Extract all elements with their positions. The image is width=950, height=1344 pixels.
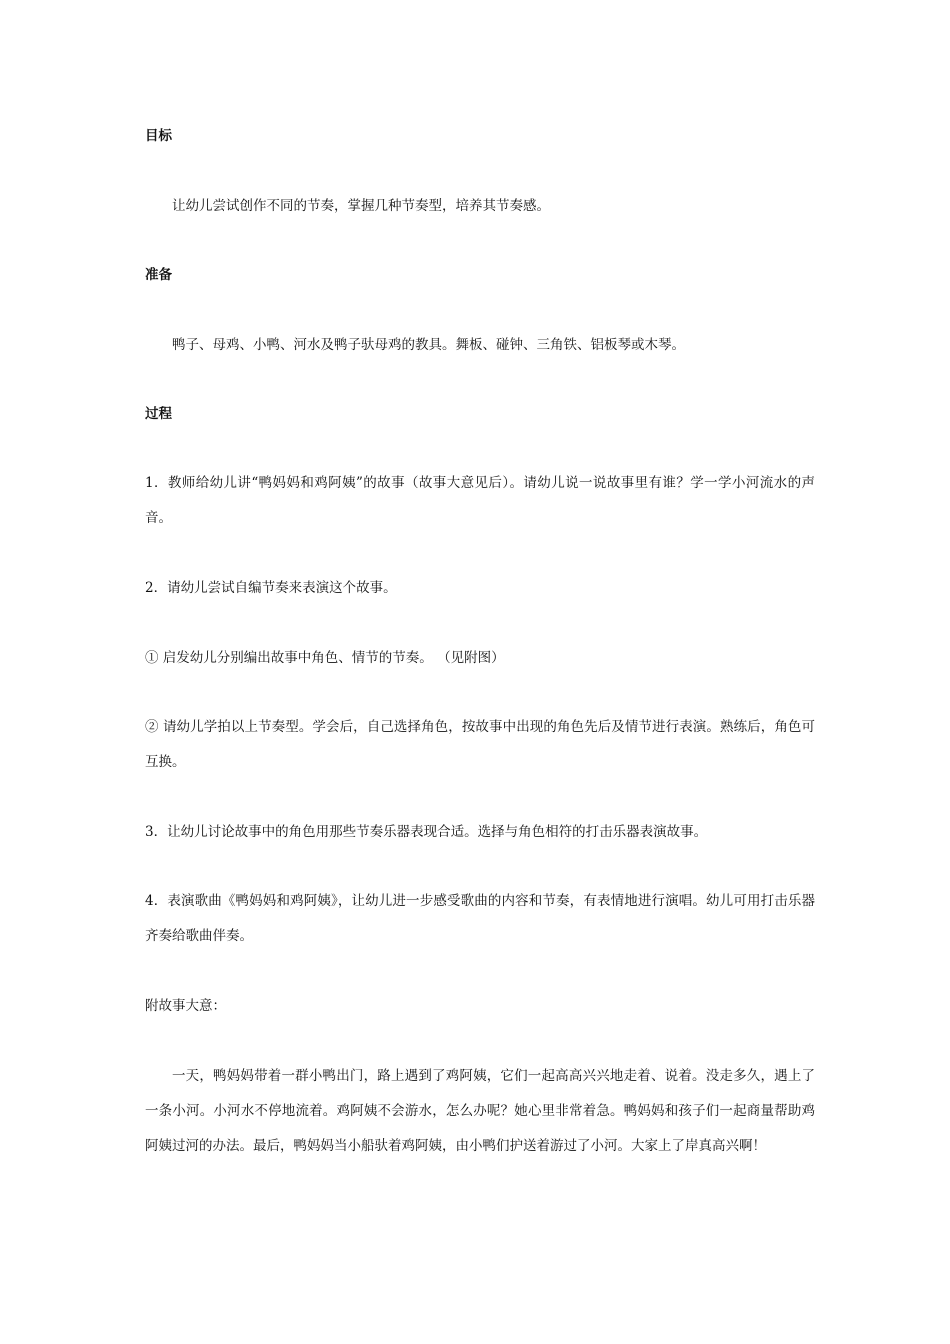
- heading-preparation: 准备: [145, 267, 172, 283]
- step-1: 1．教师给幼儿讲“鸭妈妈和鸡阿姨”的故事（故事大意见后）。请幼儿说一说故事里有谁？学一学小河流水的声音。: [145, 475, 815, 526]
- heading-process: 过程: [145, 406, 172, 422]
- heading-goal: 目标: [145, 128, 172, 144]
- story-paragraph: 一天，鸭妈妈带着一群小鸭出门，路上遇到了鸡阿姨，它们一起高高兴兴地走着、说着。没走多久，遇上了一条小河。小河水不停地流着。鸡阿姨不会游水，怎么办呢？她心里非常着急。鸭妈妈和孩子们一起商量帮助鸡阿姨过河的办法。最后，鸭妈妈当小船驮着鸡阿姨，由小鸭们护送着游过了小河。大家上了岸真高兴啊！: [145, 1068, 815, 1154]
- step-2-sub-1: ① 启发幼儿分别编出故事中角色、情节的节奏。 （见附图）: [145, 650, 505, 666]
- step-4: 4．表演歌曲《鸭妈妈和鸡阿姨》，让幼儿进一步感受歌曲的内容和节奏，有表情地进行演唱。幼儿可用打击乐器齐奏给歌曲伴奏。: [145, 893, 815, 944]
- step-2: 2．请幼儿尝试自编节奏来表演这个故事。: [145, 580, 397, 596]
- story-heading: 附故事大意：: [145, 998, 226, 1014]
- paragraph-preparation: 鸭子、母鸡、小鸭、河水及鸭子驮母鸡的教具。舞板、碰钟、三角铁、铝板琴或木琴。: [172, 337, 685, 353]
- step-3: 3．让幼儿讨论故事中的角色用那些节奏乐器表现合适。选择与角色相符的打击乐器表演故事。: [145, 824, 708, 840]
- step-2-sub-2: ② 请幼儿学拍以上节奏型。学会后，自己选择角色，按故事中出现的角色先后及情节进行表演。熟练后，角色可互换。: [145, 719, 815, 770]
- paragraph-goal: 让幼儿尝试创作不同的节奏，掌握几种节奏型，培养其节奏感。: [172, 198, 550, 214]
